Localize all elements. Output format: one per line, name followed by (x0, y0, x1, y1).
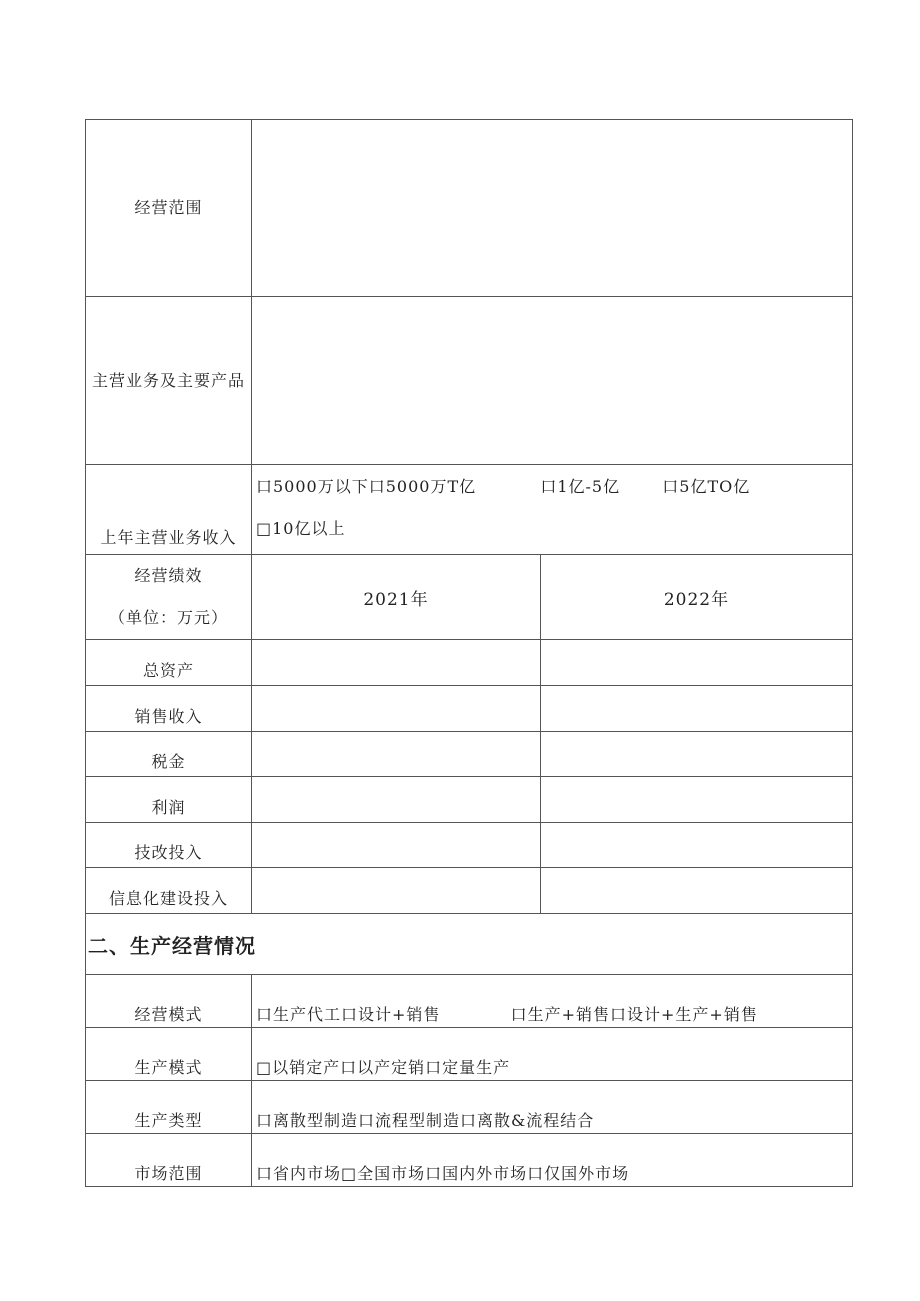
production-mode-row (86, 1028, 853, 1081)
metric-row (86, 777, 853, 823)
production-type-row (86, 1081, 853, 1134)
metric-tech-investment-2022[interactable] (541, 823, 853, 868)
metric-total-assets-2022[interactable] (541, 640, 853, 686)
market-scope-label: 市场范围 (86, 1134, 252, 1187)
operation-mode-row (86, 975, 853, 1028)
main-business-label: 主营业务及主要产品 (86, 297, 252, 465)
business-scope-label: 经营范围 (86, 120, 252, 297)
production-mode-label: 生产模式 (86, 1028, 252, 1081)
year-2021-header: 2021年 (252, 555, 541, 640)
metric-sales-label: 销售收入 (86, 686, 252, 732)
metric-sales-2022[interactable] (541, 686, 853, 732)
metric-row (86, 823, 853, 868)
metric-row (86, 640, 853, 686)
section-title: 二、生产经营情况 (86, 914, 853, 975)
business-scope-field[interactable] (252, 120, 853, 297)
metric-it-investment-2021[interactable] (252, 868, 541, 914)
revenue-row (86, 465, 853, 555)
metric-it-investment-label: 信息化建设投入 (86, 868, 252, 914)
metric-row (86, 732, 853, 777)
metric-profit-2021[interactable] (252, 777, 541, 823)
operation-mode-option-b[interactable]: 口生产+销售口设计+生产+销售 (510, 1005, 758, 1024)
section-title-row (86, 914, 853, 975)
metric-tax-2021[interactable] (252, 732, 541, 777)
market-scope-row (86, 1134, 853, 1187)
metric-sales-2021[interactable] (252, 686, 541, 732)
registration-form (85, 119, 852, 1187)
metric-row (86, 868, 853, 914)
performance-label-unit: （单位：万元） (108, 608, 228, 627)
revenue-option-100m-500m[interactable]: 口1亿-5亿 (540, 477, 621, 496)
revenue-options[interactable] (252, 465, 853, 555)
performance-label-title: 经营绩效 (134, 566, 203, 585)
market-scope-options[interactable]: 口省内市场□全国市场口国内外市场口仅国外市场 (252, 1134, 853, 1187)
performance-header-row (86, 555, 853, 640)
revenue-option-500m-1b[interactable]: 口5亿TO亿 (662, 477, 751, 496)
metric-row (86, 686, 853, 732)
performance-label (86, 555, 252, 640)
production-type-label: 生产类型 (86, 1081, 252, 1134)
revenue-options-line1 (256, 465, 852, 509)
revenue-option-under-100m[interactable]: 口5000万以下口5000万T亿 (256, 477, 477, 496)
metric-tech-investment-2021[interactable] (252, 823, 541, 868)
operation-mode-options[interactable] (252, 975, 853, 1028)
metric-tax-2022[interactable] (541, 732, 853, 777)
production-mode-options[interactable]: □以销定产口以产定销口定量生产 (252, 1028, 853, 1081)
main-business-row (86, 297, 853, 465)
main-business-field[interactable] (252, 297, 853, 465)
metric-profit-2022[interactable] (541, 777, 853, 823)
metric-total-assets-label: 总资产 (86, 640, 252, 686)
year-2022-header: 2022年 (541, 555, 853, 640)
metric-tech-investment-label: 技改投入 (86, 823, 252, 868)
form-table (85, 119, 853, 1187)
metric-profit-label: 利润 (86, 777, 252, 823)
revenue-option-over-1b[interactable]: □10亿以上 (256, 519, 346, 538)
operation-mode-option-a[interactable]: 口生产代工口设计+销售 (256, 1005, 441, 1024)
metric-it-investment-2022[interactable] (541, 868, 853, 914)
production-type-options[interactable]: 口离散型制造口流程型制造口离散&流程结合 (252, 1081, 853, 1134)
revenue-label: 上年主营业务收入 (86, 465, 252, 555)
operation-mode-label: 经营模式 (86, 975, 252, 1028)
metric-total-assets-2021[interactable] (252, 640, 541, 686)
business-scope-row (86, 120, 853, 297)
metric-tax-label: 税金 (86, 732, 252, 777)
